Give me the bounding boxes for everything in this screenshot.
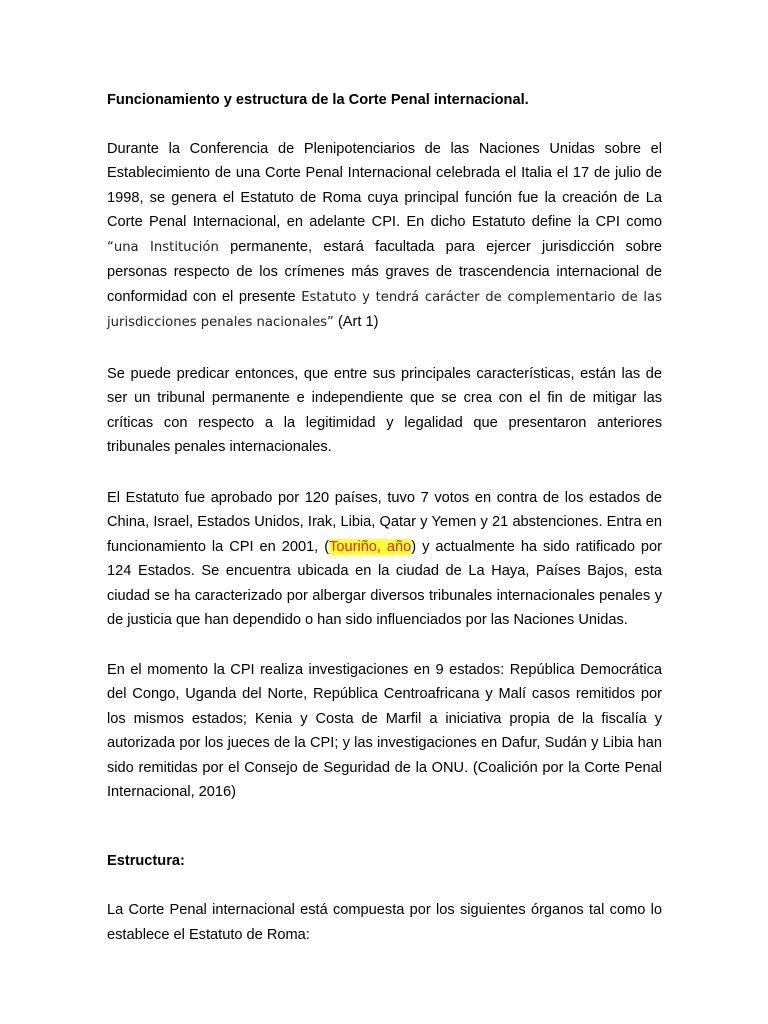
statute-paragraph <box>107 486 662 633</box>
structure-heading: Estructura: <box>107 852 185 869</box>
structure-paragraph: La Corte Penal internacional está compuesta por los siguientes órganos tal como lo establece el Estatuto de Roma: <box>107 902 662 943</box>
intro-quote-part1: “una Institución <box>107 239 219 255</box>
document-title: Funcionamiento y estructura de la Corte Penal internacional. <box>107 92 529 108</box>
intro-text-before-quote: Durante la Conferencia de Plenipotenciarios de las Naciones Unidas sobre el Establecimiento de una Corte Penal Internacional celebrada el Italia el 17 de julio de 1998, se genera el Estatuto de Roma cuya principal función fue la creación de La Corte Penal Internacional, en adelante CPI. En dicho Estatuto define la CPI como <box>107 140 662 230</box>
highlighted-citation: Touriño, año <box>329 538 412 555</box>
statute-text-before-highlight: El Estatuto fue aprobado por 120 países, tuvo 7 votos en contra de los estados de China, Israel, Estados Unidos, Irak, Libia, Qatar y Yemen y 21 abstenciones. Entra en funcionamiento la CPI en 2001, ( <box>107 489 662 555</box>
investigations-paragraph: En el momento la CPI realiza investigaciones en 9 estados: República Democrática del Congo, Uganda del Norte, República Centroafricana y Malí casos remitidos por los mismos estados; Kenia y Costa de Marfil a iniciativa propia de la fiscalía y autorizada por los jueces de la CPI; y las investigaciones en Dafur, Sudán y Libia han sido remitidas por el Consejo de Seguridad de la ONU. (Coalición por la Corte Penal Internacional, 2016) <box>107 661 662 800</box>
features-paragraph: Se puede predicar entonces, que entre sus principales características, están las de ser un tribunal permanente e independiente que se crea con el fin de mitigar las críticas con respecto a la legitimidad y legalidad que presentaron anteriores tribunales penales internacionales. <box>107 365 662 455</box>
intro-citation: (Art 1) <box>333 314 379 330</box>
document-page <box>107 88 662 972</box>
intro-quote-part2: Estatuto y tendrá carácter de complementario de las jurisdicciones penales nacionales” <box>107 289 662 330</box>
statute-text-after-highlight: ) y actualmente ha sido ratificado por 124 Estados. Se encuentra ubicada en la ciudad de La Haya, Países Bajos, esta ciudad se ha caracterizado por albergar diversos tribunales internacionales penales y de justicia que han dependido o han sido influenciados por las Naciones Unidas. <box>107 538 662 628</box>
intro-paragraph <box>107 137 662 336</box>
intro-text-middle: permanente, estará facultada para ejercer jurisdicción sobre personas respecto de los crímenes más graves de trascendencia internacional de conformidad con el presente <box>107 238 662 305</box>
